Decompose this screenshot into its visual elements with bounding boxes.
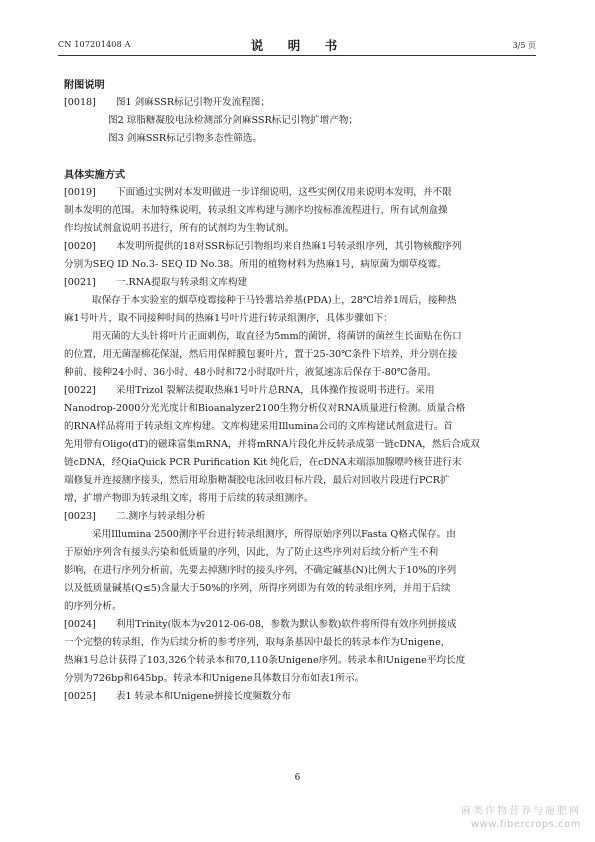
text-line: 端修复并连接测序接头，然后用琼脂糖凝胶电泳回收目标片段，最后对回收片段进行PCR扩 <box>64 475 450 486</box>
text-line: 分别为726bp和645bp。转录本和Unigene具体数目分布如表1所示。 <box>64 673 365 684</box>
paragraph-number: [0018] <box>64 97 96 108</box>
paragraph-0021 <box>64 274 534 292</box>
paragraph-0020 <box>64 238 534 256</box>
text-line: 下面通过实例对本发明做进一步详细说明，这些实例仅用来说明本发明，并不限 <box>115 187 452 198</box>
watermark-logo <box>461 802 581 830</box>
figure-caption-2: 图2 琼脂糖凝胶电泳检测部分剑麻SSR标记引物扩增产物； <box>108 115 359 126</box>
paragraph-0019 <box>64 184 534 202</box>
text-line: 利用Trinity(版本为v2012-06-08，参数为默认参数)软件将所得有效序列拼接成 <box>115 619 457 630</box>
text-line: 采用Illumina 2500测序平台进行转录组测序，所得原始序列以Fasta Q格式保存。由 <box>92 529 456 540</box>
page-indicator: 3/5 页 <box>512 41 536 50</box>
page-header <box>58 36 536 54</box>
paragraph-number: [0024] <box>64 619 96 630</box>
paragraph-number: [0025] <box>64 691 96 702</box>
header-divider <box>58 55 536 56</box>
text-line: 麻1号叶片，取不同接种时间的热麻1号叶片进行转录组测序，具体步骤如下： <box>64 313 393 324</box>
paragraph-0022 <box>64 382 534 400</box>
paragraph-number: [0023] <box>64 511 96 522</box>
watermark-url: www.fibercrops.com <box>470 819 581 830</box>
spacer <box>64 148 534 166</box>
page-number: 6 <box>294 773 301 783</box>
text-line: 于原始序列含有接头污染和低质量的序列，因此，为了防止这些序列对后续分析产生不利 <box>64 547 439 558</box>
text-line: 热麻1号总计获得了103,326个转录本和70,110条Unigene序列。转录本和Unigene平均长度 <box>64 655 466 666</box>
watermark-name: 麻类作物营养与施肥网 <box>461 806 581 817</box>
text-line: 链cDNA，经QiaQuick PCR Purification Kit 纯化后，在cDNA末端添加腺嘌呤核苷进行末 <box>64 457 462 468</box>
text-line: 制本发明的范围。未加特殊说明，转录组文库构建与测序均按标准流程进行，所有试剂盒操 <box>64 205 448 216</box>
text-line: 本发明所提供的18对SSR标记引物组均来自热麻1号转录组序列，其引物核酸序列 <box>115 241 462 252</box>
paragraph-number: [0021] <box>64 277 96 288</box>
text-line: Nanodrop-2000分光光度计和Bioanalyzer2100生物分析仪对RNA质量进行检测。质量合格 <box>64 403 466 414</box>
text-line: 影响，在进行序列分析前，先要去掉测序时的接头序列，不确定碱基(N)比例大于10%的序列 <box>64 565 457 576</box>
text-line: 的序列分析。 <box>64 601 122 612</box>
subsection-title: 二.测序与转录组分析 <box>115 511 206 522</box>
figure-caption-3: 图3 剑麻SSR标记引物多态性筛选。 <box>108 133 263 144</box>
text-line: 以及低质量碱基(Q≤5)含量大于50%的序列，所得序列即为有效的转录组序列，并用于后续 <box>64 583 451 594</box>
figure-caption-1: 图1 剑麻SSR标记引物开发流程图； <box>115 97 270 108</box>
text-line: 分别为SEQ ID No.3- SEQ ID No.38。所用的植物材料为热麻1号，病原菌为烟草疫霉。 <box>64 259 447 270</box>
patent-number: CN 107201408 A <box>58 40 131 49</box>
section-title-figures: 附图说明 <box>64 79 105 91</box>
paragraph-number: [0022] <box>64 385 96 396</box>
text-line: 取保存于本实验室的烟草疫霉接种于马铃薯培养基(PDA)上，28℃培养1周后，接种热 <box>92 295 457 306</box>
paragraph-0025 <box>64 688 534 706</box>
subsection-title: 一.RNA提取与转录组文库构建 <box>115 277 248 288</box>
text-line: 种前、接种24小时、36小时、48小时和72小时取叶片，液氮速冻后保存于-80℃备用。 <box>64 367 437 378</box>
text-line: 的RNA样品将用于转录组文库构建。文库构建采用Illumina公司的文库构建试剂盒进行。首 <box>64 421 453 432</box>
paragraph-0024 <box>64 616 534 634</box>
paragraph-number: [0020] <box>64 241 96 252</box>
text-line: 用灭菌的大头针将叶片正面刺伤，取直径为5mm的菌饼，将菌饼的菌丝生长面贴在伤口 <box>92 331 462 342</box>
text-line: 增，扩增产物即为转录组文库，将用于后续的转录组测序。 <box>64 493 314 504</box>
text-line: 先用带有Oligo(dT)的磁珠富集mRNA，并将mRNA片段化并反转录成第一链cDNA，然后合成双 <box>64 439 480 450</box>
paragraph-number: [0019] <box>64 187 96 198</box>
paragraph-0023 <box>64 508 534 526</box>
table-caption: 表1 转录本和Unigene拼接长度频数分布 <box>115 691 291 702</box>
text-line: 作均按试剂盒说明书进行，所有的试剂均为生物试剂。 <box>64 223 295 234</box>
text-line: 的位置，用无菌湿棉花保湿，然后用保鲜膜包裹叶片，置于25-30℃条件下培养，并分别在接 <box>64 349 458 360</box>
document-body <box>64 76 534 706</box>
section-title-embodiment: 具体实施方式 <box>64 169 126 181</box>
text-line: 一个完整的转录组，作为后续分析的参考序列，取每条基因中最长的转录本作为Unigene， <box>64 637 451 648</box>
text-line: 采用Trizol 裂解法提取热麻1号叶片总RNA，具体操作按说明书进行。采用 <box>115 385 435 396</box>
paragraph-0018 <box>64 94 534 112</box>
document-title: 说 明 书 <box>250 38 344 53</box>
